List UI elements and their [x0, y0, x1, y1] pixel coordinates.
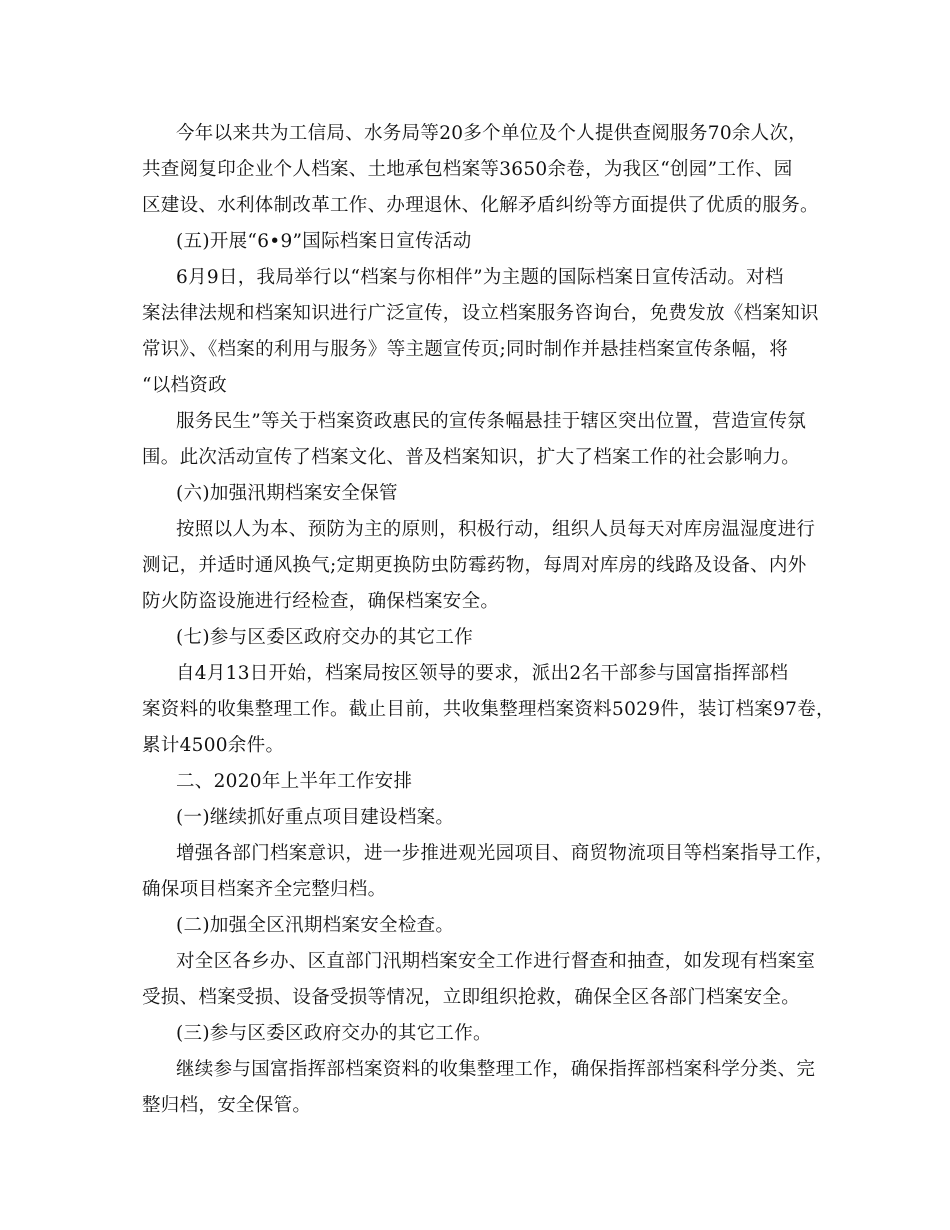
body-text-line: 今年以来共为工信局、水务局等20多个单位及个人提供查阅服务70余人次， [176, 123, 808, 144]
body-text-line: 自4月13日开始，档案局按区领导的要求，派出2名干部参与国富指挥部档 [176, 663, 789, 684]
body-text-line: 6月9日，我局举行以“档案与你相伴”为主题的国际档案日宣传活动。对档 [176, 267, 784, 288]
body-text-line: 常识》、《档案的利用与服务》等主题宣传页;同时制作并悬挂档案宣传条幅，将 [142, 339, 789, 360]
body-text-line: “以档资政 [142, 375, 227, 396]
section-heading: (一)继续抓好重点项目建设档案。 [176, 807, 455, 828]
body-text-line: 案资料的收集整理工作。截止目前，共收集整理档案资料5029件，装订档案97卷， [142, 699, 835, 720]
body-text-line: 共查阅复印企业个人档案、土地承包档案等3650余卷，为我区“创园”工作、园 [142, 159, 793, 180]
body-text-line: 围。此次活动宣传了档案文化、普及档案知识，扩大了档案工作的社会影响力。 [142, 447, 801, 468]
section-heading: (二)加强全区汛期档案安全检查。 [176, 915, 455, 936]
body-text-line: 区建设、水利体制改革工作、办理退休、化解矛盾纠纷等方面提供了优质的服务。 [142, 195, 819, 216]
section-heading: (五)开展“6•9”国际档案日宣传活动 [176, 231, 472, 252]
body-text-line: 整归档，安全保管。 [142, 1095, 312, 1116]
body-text-line: 服务民生”等关于档案资政惠民的宣传条幅悬挂于辖区突出位置，营造宣传氛 [176, 411, 807, 432]
section-heading: 二、2020年上半年工作安排 [176, 771, 413, 792]
body-text-line: 确保项目档案齐全完整归档。 [142, 879, 387, 900]
body-text-line: 累计4500余件。 [142, 735, 285, 756]
body-text-line: 受损、档案受损、设备受损等情况，立即组织抢救，确保全区各部门档案安全。 [142, 987, 801, 1008]
section-heading: (六)加强汛期档案安全保管 [176, 483, 398, 504]
body-text-line: 对全区各乡办、区直部门汛期档案安全工作进行督查和抽查，如发现有档案室 [176, 951, 816, 972]
body-text-line: 继续参与国富指挥部档案资料的收集整理工作，确保指挥部档案科学分类、完 [176, 1059, 816, 1080]
body-text-line: 案法律法规和档案知识进行广泛宣传，设立档案服务咨询台，免费发放《档案知识 [142, 303, 819, 324]
body-text-line: 按照以人为本、预防为主的原则，积极行动，组织人员每天对库房温湿度进行 [176, 519, 816, 540]
body-text-line: 增强各部门档案意识，进一步推进观光园项目、商贸物流项目等档案指导工作， [176, 843, 835, 864]
section-heading: (七)参与区委区政府交办的其它工作 [176, 627, 474, 648]
body-text-line: 防火防盗设施进行经检查，确保档案安全。 [142, 591, 500, 612]
body-text-line: 测记，并适时通风换气;定期更换防虫防霉药物，每周对库房的线路及设备、内外 [142, 555, 807, 576]
section-heading: (三)参与区委区政府交办的其它工作。 [176, 1023, 492, 1044]
